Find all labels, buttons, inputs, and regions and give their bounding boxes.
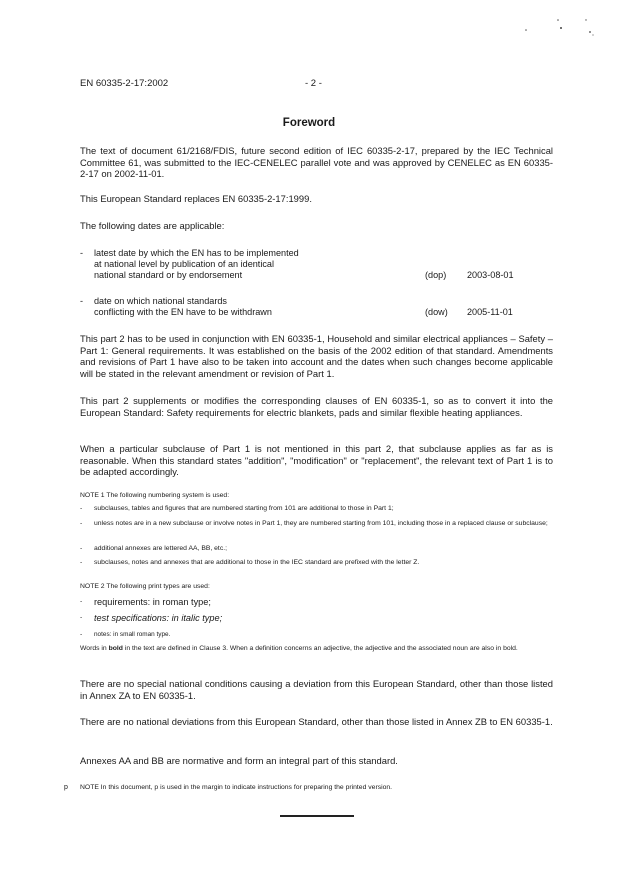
paragraph-replaces: This European Standard replaces EN 60335-2-17:1999. bbox=[80, 193, 312, 204]
margin-marker: p bbox=[64, 784, 68, 791]
bold-definition-note bbox=[80, 645, 553, 654]
paragraph-conjunction: This part 2 has to be used in conjunction with EN 60335-1, Household and similar electrical appliances – Safety – Part 1: General requirements. It was established on the basis of the 2002 edition of that standard. Amendments and revisions of Part 1 have also to be taken into account and the dates when such changes become applicable will be stated in the relevant amendment or revision of Part 1. bbox=[80, 333, 553, 379]
bold-note-word: bold bbox=[108, 645, 123, 652]
date-line: conflicting with the EN have to be withdrawn bbox=[94, 307, 272, 317]
date-code: (dow) bbox=[425, 307, 448, 317]
paragraph-intro: The text of document 61/2168/FDIS, future second edition of IEC 60335-2-17, prepared by the IEC Technical Committee 61, was submitted to the IEC-CENELEC parallel vote and was approved by CENELEC as EN 60335-2-17 on 2002-11-01. bbox=[80, 145, 553, 180]
page-title: Foreword bbox=[282, 117, 336, 129]
date-value: 2003-08-01 bbox=[467, 270, 514, 280]
paragraph-national-conditions: There are no special national conditions causing a deviation from this European Standard, other than those listed in Annex ZA to EN 60335-1. bbox=[80, 678, 553, 701]
bold-note-text-a: Words in bbox=[80, 645, 109, 652]
final-note: NOTE In this document, p is used in the margin to indicate instructions for preparing the printed version. bbox=[80, 784, 393, 791]
note1-item-text: subclauses, notes and annexes that are additional to those in the IEC standard are prefixed with the letter Z. bbox=[94, 559, 420, 566]
list-dash: - bbox=[80, 248, 84, 258]
date-line: latest date by which the EN has to be implemented bbox=[94, 248, 299, 258]
note1-item-text: additional annexes are lettered AA, BB, etc.; bbox=[94, 545, 228, 552]
paragraph-dates-intro: The following dates are applicable: bbox=[80, 220, 225, 231]
note2-item-text: requirements: in roman type; bbox=[94, 597, 211, 607]
note2-heading: NOTE 2 The following print types are used: bbox=[80, 583, 210, 590]
document-id: EN 60335-2-17:2002 bbox=[80, 78, 169, 89]
date-line: at national level by publication of an identical bbox=[94, 259, 274, 269]
document-page: EN 60335-2-17:2002 - 2 - Foreword The text of document 61/2168/FDIS, future second edition of IEC 60335-2-17, prepared by the IEC Technical Committee 61, was submitted to the IEC-CENELEC parallel vote and was approved by CENELEC as EN 60335-2-17 on 2002-11-01. This European Standard replaces EN 60335-2-17:1999. The following dates are applicable: - latest date by which the EN has to be implemented at national level by publication of an identical national standard or by endorsement (dop) 2003-08-01 - date on which national standards conflicting with the EN have to be withdrawn (dow) 2005-11-01 This part 2 has to be used in conjunction with EN 60335-1, Household and similar electrical appliances – Safety – Part 1: General requirements. It was established on the basis of the 2002 edition of that standard. Amendments and revisions of Part 1 have also to be taken into account and the dates when such changes become applicable will be stated in the relevant amendment or revision of Part 1. This part 2 supplements or modifies the corresponding clauses of EN 60335-1, so as to convert it into the European Standard: Safety requirements for electric blankets, pads and similar flexible heating appliances. When a particular subclause of Part 1 is not mentioned in this part 2, that subclause applies as far as is reasonable. When this standard states "addition", "modification" or "replacement", the relevant text of Part 1 is to be adapted accordingly. NOTE 1 The following numbering system is used: - subclauses, tables and figures that are numbered starting from 101 are additional to those in Part 1; - unless notes are in a new subclause or involve notes in Part 1, they are numbered starting from 101, including those in a replaced clause or subclause; - additional annexes are lettered AA, BB, etc.; - subclauses, notes and annexes that are additional to those in the IEC standard are prefixed with the letter Z. NOTE 2 The following print types are used: - requirements: in roman type; - test specifications: in italic type; - notes: in small roman type. Words in bold in the text are defined in Clause 3. When a definition concerns an adjective, the adjective and the associated noun are also in bold. There are no special national conditions causing a deviation from this European Standard, other than those listed in Annex ZA to EN 60335-1. There are no national deviations from this European Standard, other than those listed in Annex ZB to EN 60335-1. Annexes AA and BB are normative and form an integral part of this standard. p NOTE In this document, p is used in the margin to indicate instructions for preparing the printed version. bbox=[0, 0, 618, 874]
note2-item-text: test specifications: in italic type; bbox=[94, 613, 223, 623]
note1-item-text: subclauses, tables and figures that are numbered starting from 101 are additional to those in Part 1; bbox=[94, 505, 394, 512]
end-rule bbox=[280, 815, 354, 817]
date-value: 2005-11-01 bbox=[467, 307, 513, 317]
list-dash: - bbox=[80, 296, 84, 306]
date-line: national standard or by endorsement bbox=[94, 270, 243, 280]
page-number: - 2 - bbox=[305, 78, 322, 89]
paragraph-annexes: Annexes AA and BB are normative and form an integral part of this standard. bbox=[80, 755, 398, 766]
paragraph-supplements: This part 2 supplements or modifies the corresponding clauses of EN 60335-1, so as to convert it into the European Standard: Safety requirements for electric blankets, pads and similar flexible heating appliances. bbox=[80, 395, 553, 418]
date-line: date on which national standards bbox=[94, 296, 227, 306]
date-entry-dop bbox=[80, 248, 553, 284]
bold-note-text-b: in the text are defined in Clause 3. When a definition concerns an adjective, the adjective and the associated noun are also in bold. bbox=[122, 645, 518, 652]
date-entry-dow bbox=[80, 296, 553, 320]
note1-heading: NOTE 1 The following numbering system is used: bbox=[80, 492, 230, 499]
date-code: (dop) bbox=[425, 270, 447, 280]
paragraph-subclause: When a particular subclause of Part 1 is not mentioned in this part 2, that subclause applies as far as is reasonable. When this standard states "addition", "modification" or "replacement", the relevant text of Part 1 is to be adapted accordingly. bbox=[80, 443, 553, 478]
note2-item-text: notes: in small roman type. bbox=[94, 631, 171, 638]
paragraph-national-deviations: There are no national deviations from this European Standard, other than those listed in Annex ZB to EN 60335-1. bbox=[80, 716, 553, 727]
scan-specks bbox=[516, 14, 596, 38]
note1-item-text: unless notes are in a new subclause or involve notes in Part 1, they are numbered starting from 101, including those in a replaced clause or subclause; bbox=[94, 520, 548, 527]
